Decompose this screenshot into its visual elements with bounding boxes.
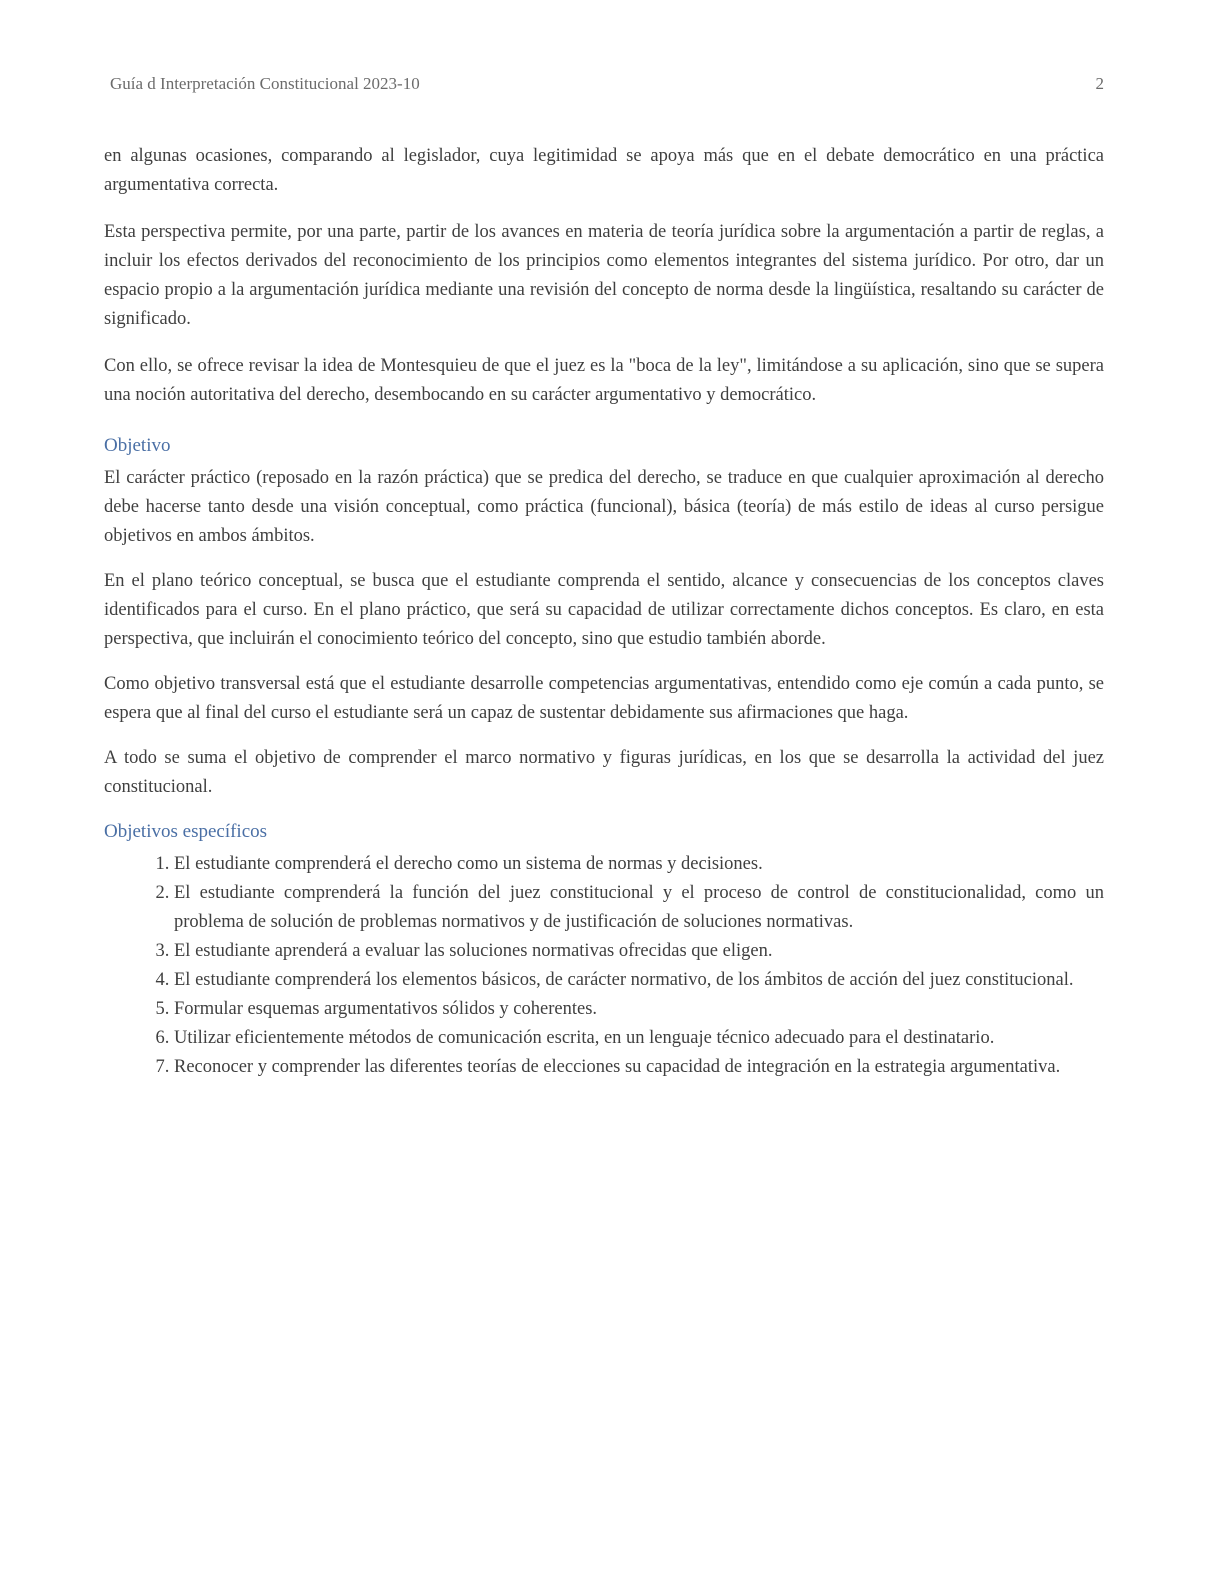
section-heading-objetivos: Objetivo (104, 435, 171, 456)
header-title: Guía d Interpretación Constitucional 2023-10 (110, 74, 420, 93)
paragraph: en algunas ocasiones, comparando al legislador, cuya legitimidad se apoya más que en el debate democrático en una práctica argumentativa correcta. (104, 146, 1104, 195)
list-item: 1. El estudiante comprenderá el derecho como un sistema de normas y decisiones. (174, 850, 1104, 879)
paragraph: El carácter práctico (reposado en la razón práctica) que se predica del derecho, se traduce en que cualquier aproximación al derecho debe hacerse tanto desde una visión conceptual, como práctica (funcional), básica (teoría) de más estilo de ideas al curso persigue objetivos en ambos ámbitos. (104, 468, 1104, 546)
list-item: 5. Formular esquemas argumentativos sólidos y coherentes. (174, 995, 1104, 1024)
paragraph: Como objetivo transversal está que el estudiante desarrolle competencias argumentativas, entendido como eje común a cada punto, se espera que al final del curso el estudiante será un capaz de sustentar debidamente sus afirmaciones que haga. (104, 674, 1104, 723)
paragraph: Esta perspectiva permite, por una parte, partir de los avances en materia de teoría jurídica sobre la argumentación a partir de reglas, a incluir los efectos derivados del reconocimiento de los principios como elementos integrantes del sistema jurídico. Por otro, dar un espacio propio a la argumentación jurídica mediante una revisión del concepto de norma desde la lingüística, resaltando su carácter de significado. (104, 222, 1104, 329)
section-heading-objetivos-especificos: Objetivos específicos (104, 821, 268, 842)
list-item: 7. Reconocer y comprender las diferentes teorías de elecciones su capacidad de integración en la estrategia argumentativa. (174, 1053, 1104, 1082)
list-item: 4. El estudiante comprenderá los elementos básicos, de carácter normativo, de los ámbitos de acción del juez constitucional. (174, 966, 1104, 995)
paragraph: Con ello, se ofrece revisar la idea de Montesquieu de que el juez es la "boca de la ley", limitándose a su aplicación, sino que se supera una noción autoritativa del derecho, desembocando en su carácter argumentativo y democrático. (104, 356, 1104, 405)
list-item: 6. Utilizar eficientemente métodos de comunicación escrita, en un lenguaje técnico adecuado para el destinatario. (174, 1024, 1104, 1053)
paragraph: A todo se suma el objetivo de comprender el marco normativo y figuras jurídicas, en los que se desarrolla la actividad del juez constitucional. (104, 748, 1104, 797)
list-item: 2. El estudiante comprenderá la función del juez constitucional y el proceso de control de constitucionalidad, como un problema de solución de problemas normativos y de justificación de soluciones normativas. (174, 879, 1104, 937)
objectives-list (104, 850, 1104, 1082)
list-item: 3. El estudiante aprenderá a evaluar las soluciones normativas ofrecidas que eligen. (174, 937, 1104, 966)
page-number: 2 (1095, 74, 1104, 93)
running-header (110, 74, 1104, 100)
paragraph: En el plano teórico conceptual, se busca que el estudiante comprenda el sentido, alcance y consecuencias de los conceptos claves identificados para el curso. En el plano práctico, que será su capacidad de utilizar correctamente dichos conceptos. Es claro, en esta perspectiva, que incluirán el conocimiento teórico del concepto, sino que estudio también aborde. (104, 571, 1104, 649)
document-body (104, 142, 1104, 1082)
